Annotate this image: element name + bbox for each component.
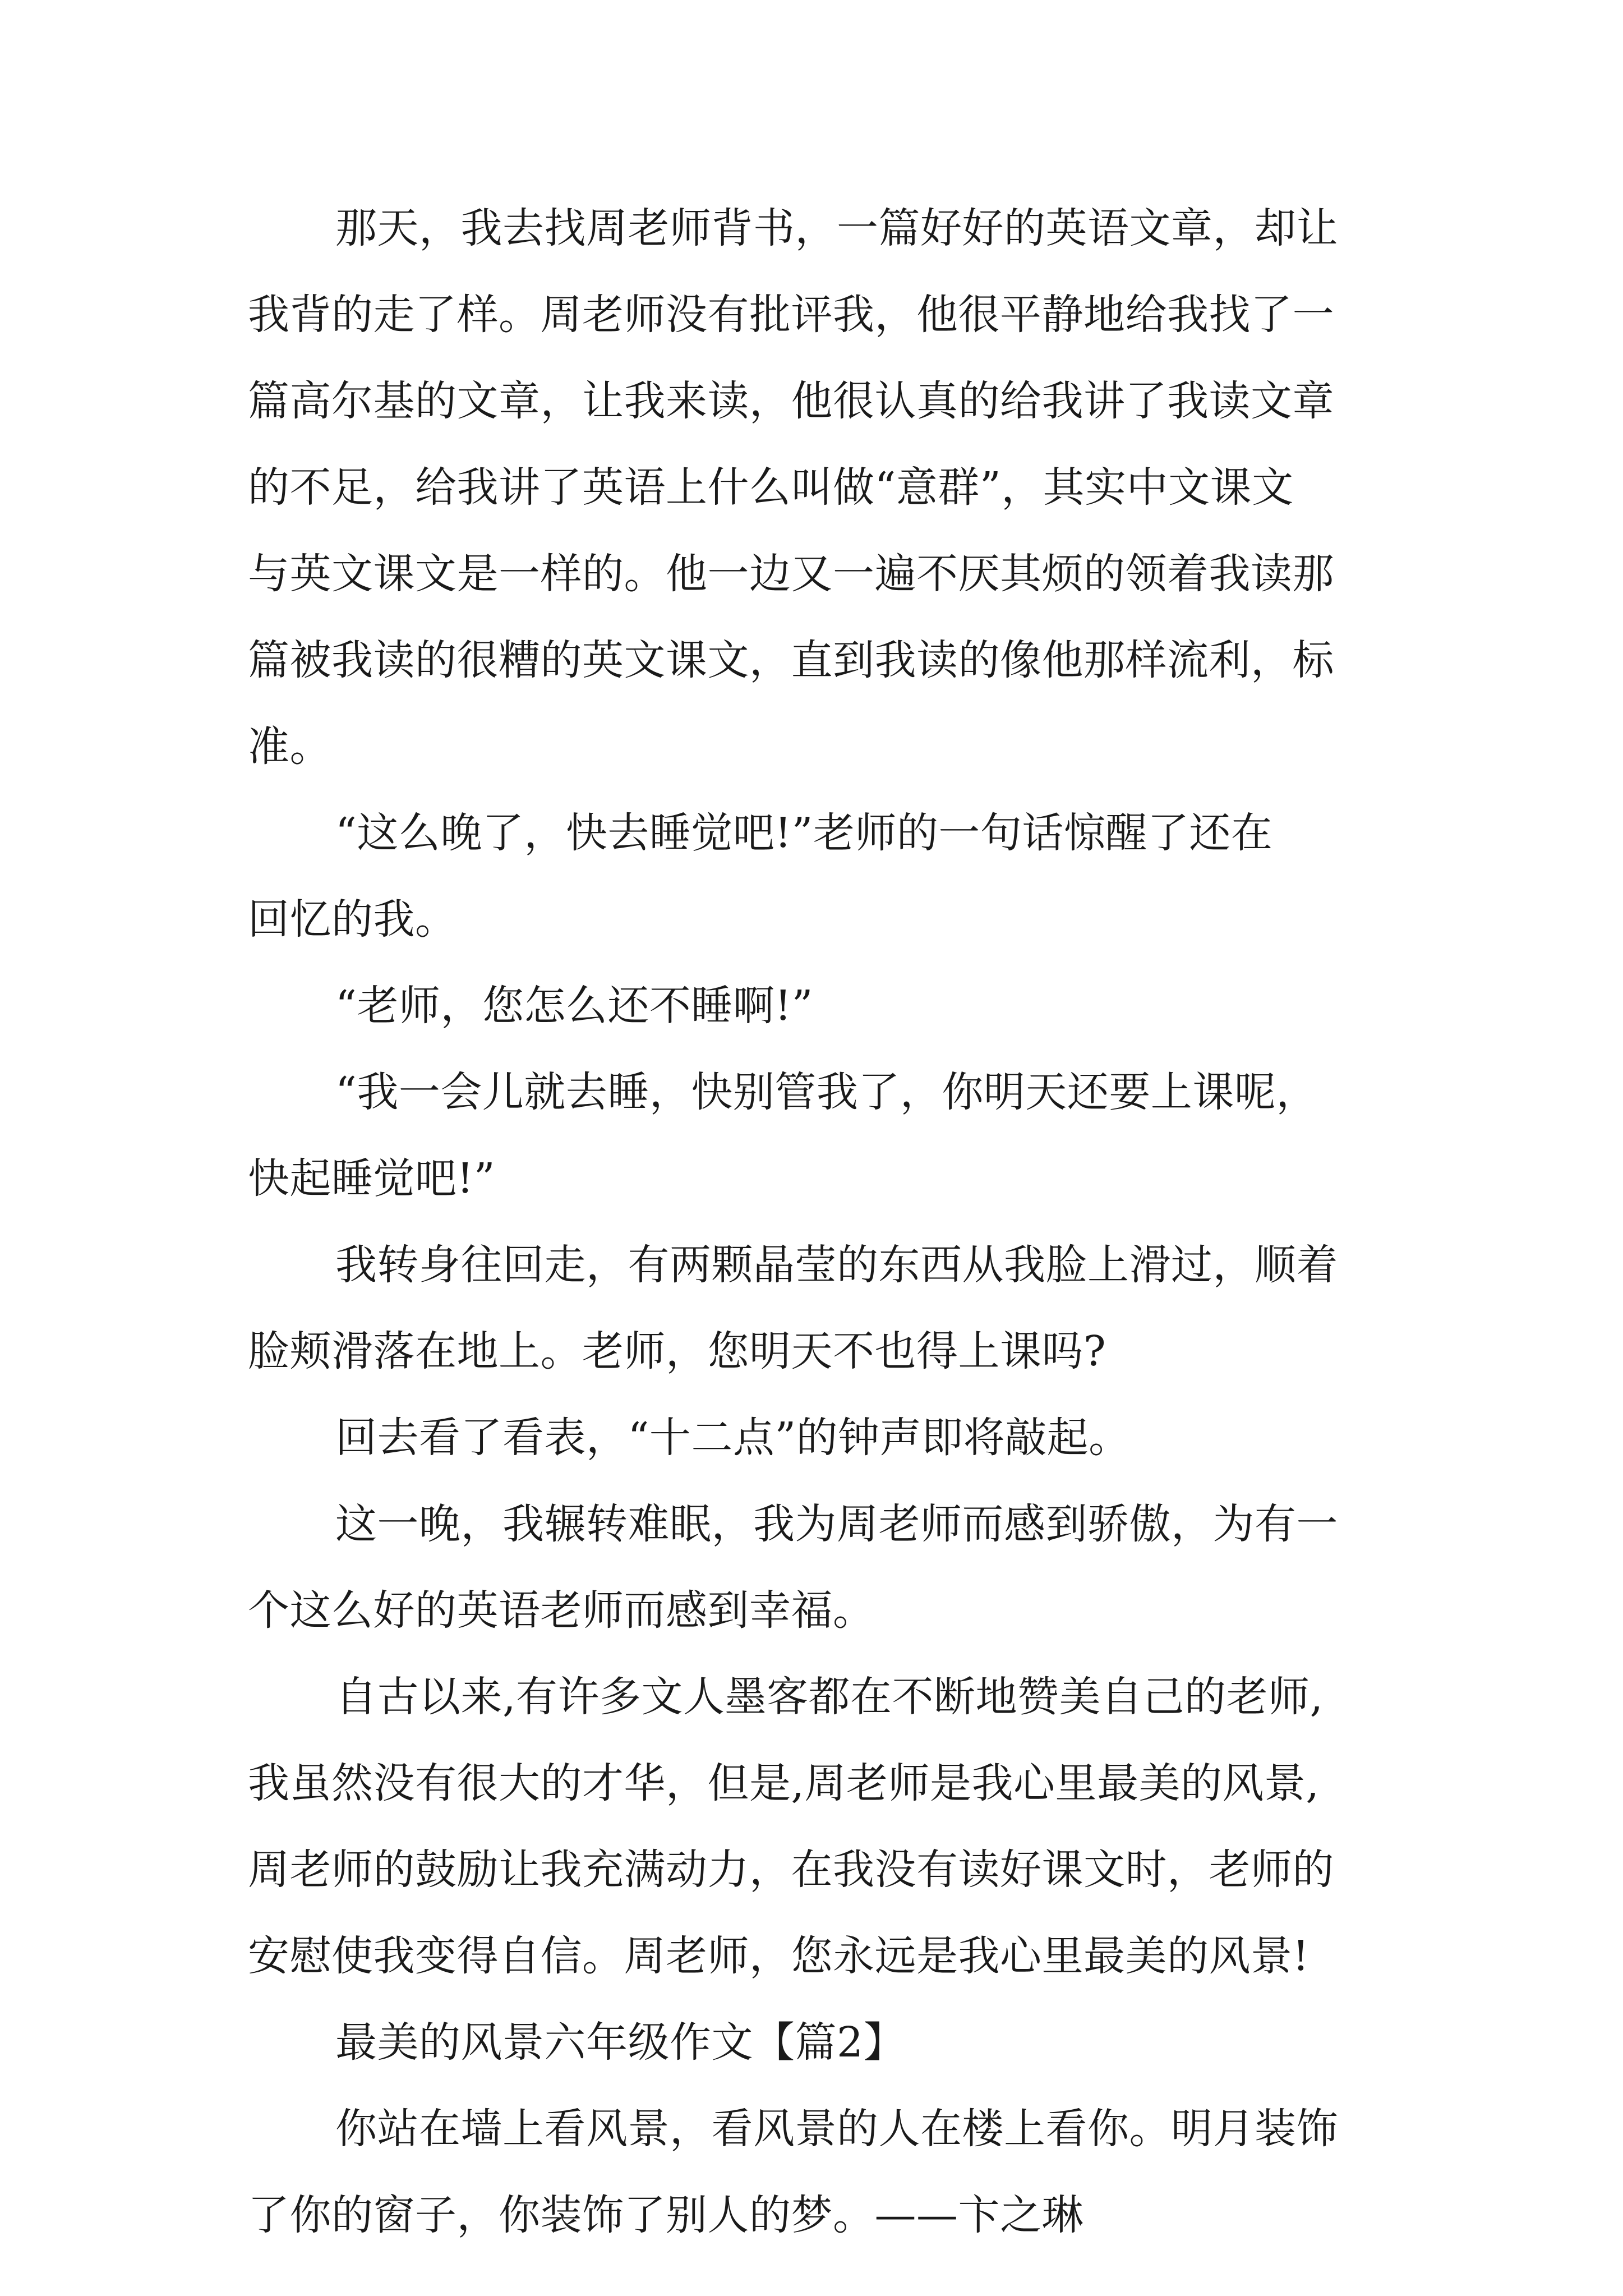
text-line (0, 358, 1623, 444)
text-line (0, 272, 1623, 358)
text-line (0, 1567, 1623, 1654)
line-text: 快起睡觉吧!” (248, 1154, 496, 1203)
line-text: 脸颊滑落在地上。老师，您明天不也得上课吗? (248, 1327, 1106, 1375)
section-heading (0, 1999, 1623, 2086)
heading-text: 最美的风景六年级作文【篇2】 (335, 2018, 906, 2067)
text-line (0, 1222, 1623, 1308)
line-text: 了你的窗子，你装饰了别人的梦。——卞之琳 (248, 2191, 1083, 2239)
line-text: “我一会儿就去睡，快别管我了，你明天还要上课呢， (335, 1068, 1318, 1116)
text-line (0, 1740, 1623, 1826)
text-line (0, 1308, 1623, 1395)
line-text: 自古以来,有许多文人墨客都在不断地赞美自己的老师, (335, 1673, 1324, 1721)
text-line (0, 1395, 1623, 1481)
text-line (0, 1654, 1623, 1740)
text-line (0, 963, 1623, 1049)
text-line (0, 2172, 1623, 2258)
text-line (0, 703, 1623, 790)
line-text: 篇高尔基的文章，让我来读，他很认真的给我讲了我读文章 (248, 377, 1334, 425)
text-line (0, 790, 1623, 876)
line-text: 回去看了看表，“十二点”的钟声即将敲起。 (335, 1414, 1131, 1462)
line-text: “老师，您怎么还不睡啊!” (335, 982, 813, 1030)
line-text: 安慰使我变得自信。周老师，您永远是我心里最美的风景! (248, 1932, 1310, 1980)
text-line (0, 444, 1623, 531)
line-text: “这么晚了，快去睡觉吧!”老师的一句话惊醒了还在 (335, 809, 1273, 857)
line-text: 你站在墙上看风景，看风景的人在楼上看你。明月装饰 (335, 2105, 1338, 2153)
text-line (0, 1135, 1623, 1222)
line-text: 篇被我读的很糟的英文课文，直到我读的像他那样流利，标 (248, 636, 1334, 684)
text-line (0, 617, 1623, 703)
text-line (0, 2086, 1623, 2172)
line-text: 回忆的我。 (248, 895, 457, 944)
line-text: 我转身往回走，有两颗晶莹的东西从我脸上滑过，顺着 (335, 1241, 1338, 1289)
line-text: 我背的走了样。周老师没有批评我，他很平静地给我找了一 (248, 291, 1334, 339)
text-line (0, 531, 1623, 617)
text-line (0, 1913, 1623, 1999)
line-text: 这一晚，我辗转难眠，我为周老师而感到骄傲，为有一 (335, 1500, 1338, 1548)
text-line (0, 876, 1623, 963)
line-text: 的不足，给我讲了英语上什么叫做“意群”，其实中文课文 (248, 463, 1294, 512)
text-line (0, 1049, 1623, 1135)
text-line (0, 1481, 1623, 1567)
line-text: 与英文课文是一样的。他一边又一遍不厌其烦的领着我读那 (248, 550, 1334, 598)
text-line (0, 1826, 1623, 1913)
line-text: 准。 (248, 723, 331, 771)
line-text: 个这么好的英语老师而感到幸福。 (248, 1586, 875, 1635)
line-text: 那天，我去找周老师背书，一篇好好的英语文章，却让 (335, 204, 1338, 252)
line-text: 我虽然没有很大的才华，但是,周老师是我心里最美的风景, (248, 1759, 1320, 1807)
line-text: 周老师的鼓励让我充满动力，在我没有读好课文时，老师的 (248, 1846, 1334, 1894)
text-line (0, 185, 1623, 272)
